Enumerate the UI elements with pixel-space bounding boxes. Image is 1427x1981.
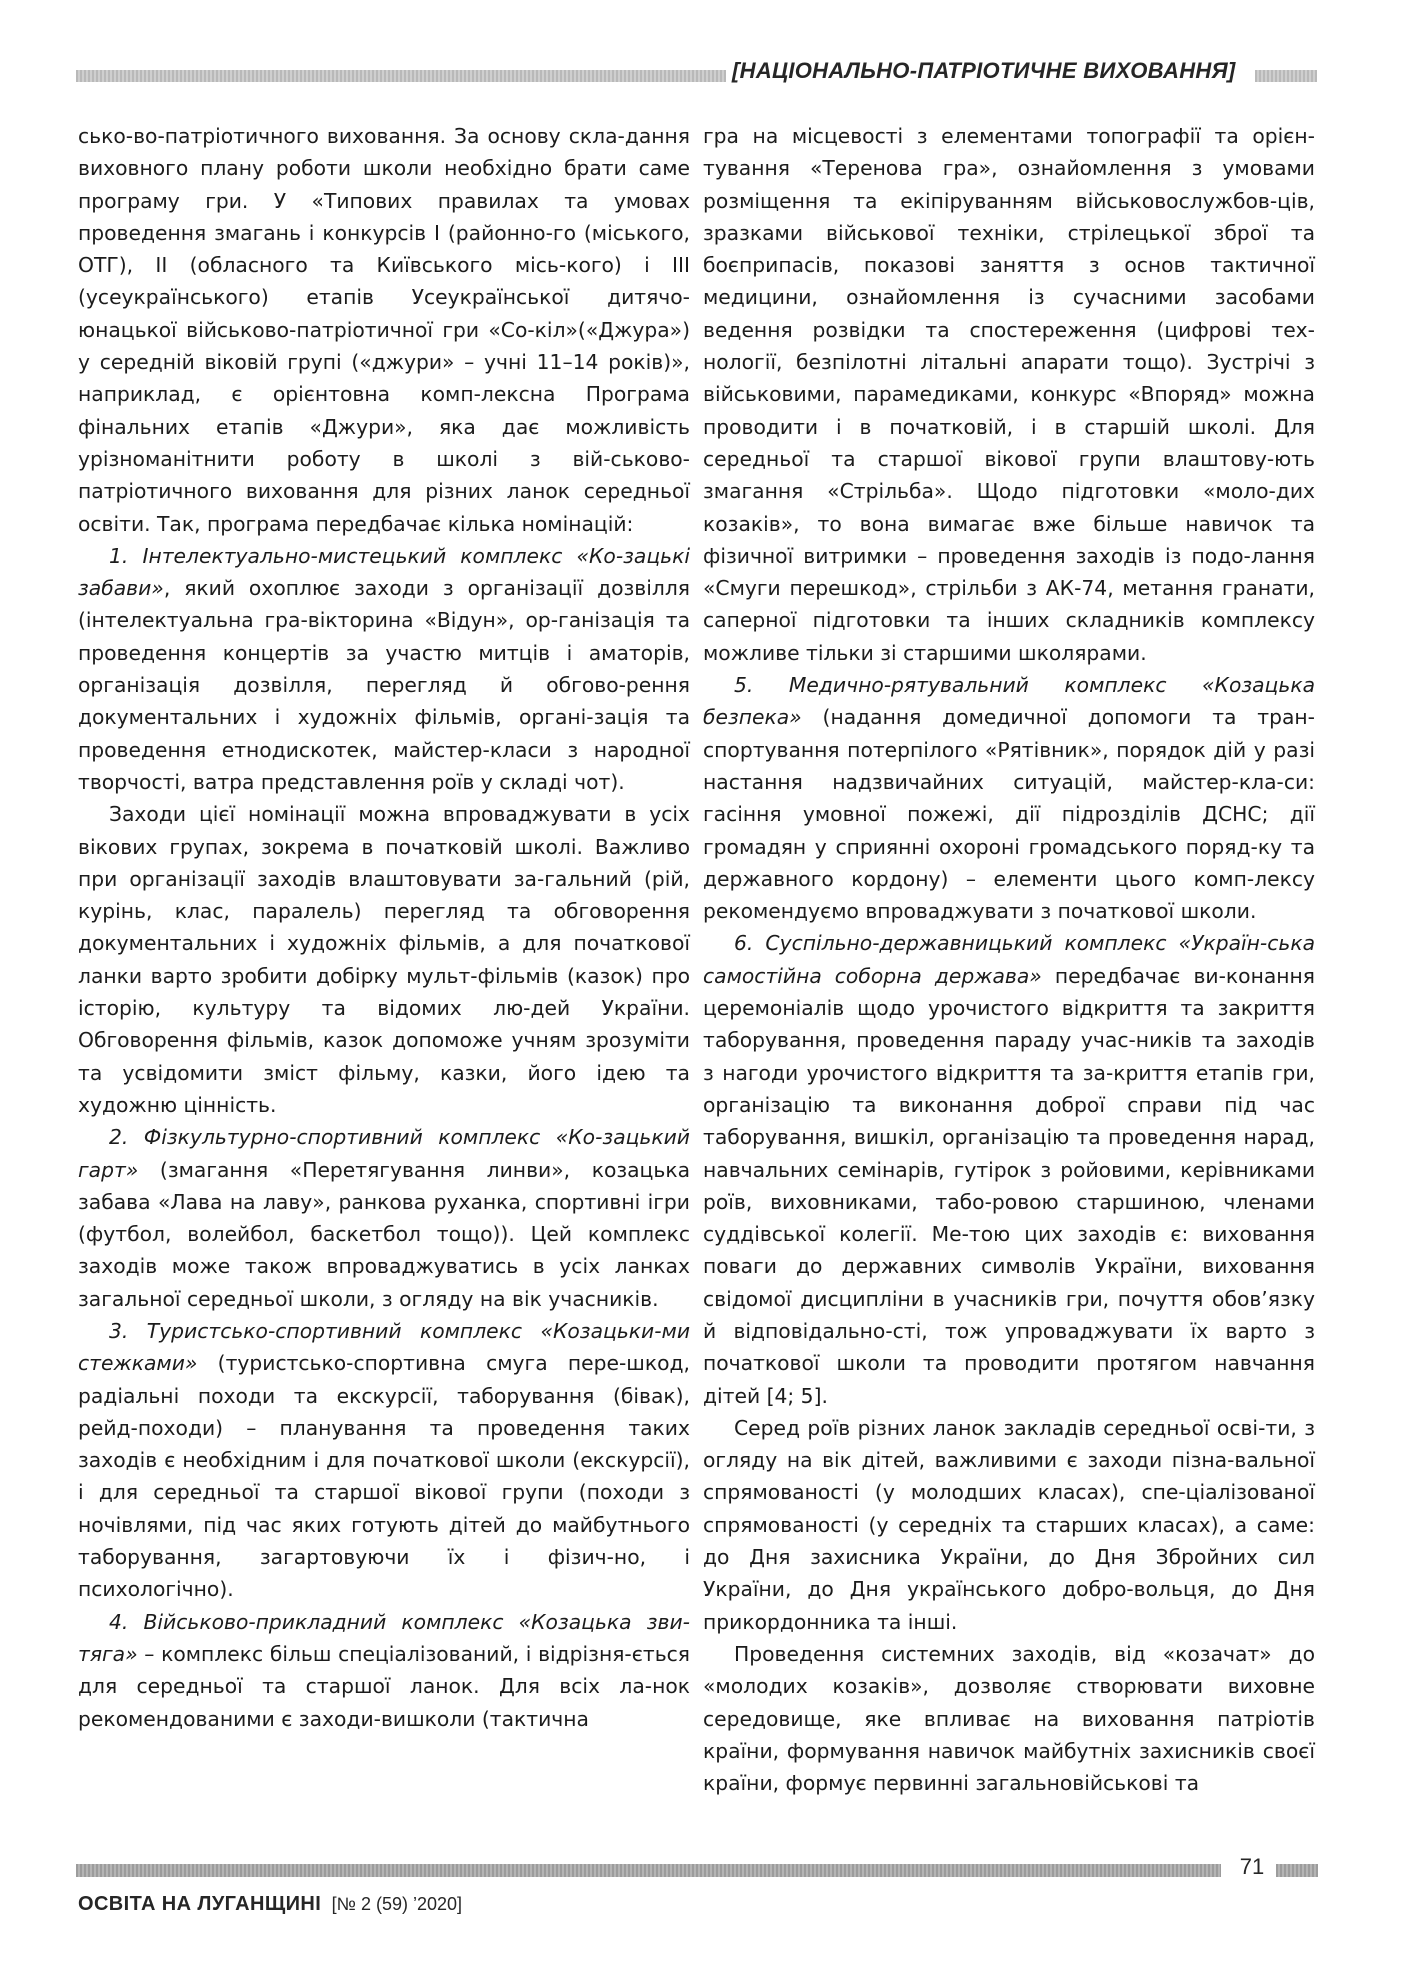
paragraph [78, 1315, 690, 1606]
paragraph [703, 1412, 1315, 1638]
paragraph-text: Заходи цієї номінації можна впроваджувати в усіх вікових групах, зокрема в початковій школі. Важливо при організації заходів влаштовувати за-гальний (рій, курінь, клас, паралель) перегляд та обговорення документальних і художніх фільмів, а для початкової ланки варто зробити добірку мульт-фільмів (казок) про історію, культуру та відомих лю-дей України. Обговорення фільмів, казок допоможе учням зрозуміти та усвідомити зміст фільму, казки, його ідею та художню цінність. [78, 802, 690, 1117]
paragraph [703, 927, 1315, 1411]
paragraph [78, 120, 690, 540]
paragraph-text: сько-во-патріотичного виховання. За основу скла-дання виховного плану роботи школи необхідно брати саме програму гри. У «Типових правилах та умовах проведення змагань і конкурсів І (районно-го (міського, ОТГ), ІІ (обласного та Київського місь-кого) і ІІІ (усеукраїнського) етапів Усеукраїнської дитячо-юнацької військово-патріотичної гри «Со-кіл»(«Джура») у середній віковій групі («джури» – учні 11–14 років)», наприклад, є орієнтовна комп-лексна Програма фінальних етапів «Джури», яка дає можливість урізноманітнити роботу в школі з вій-ськово-патріотичного виховання для різних ланок середньої освіти. Так, програма передбачає кілька номінацій: [78, 124, 690, 536]
paragraph-text: Серед роїв різних ланок закладів середньої осві-ти, з огляду на вік дітей, важливими є заходи пізна-вальної спрямованості (у молодших класах), спе-ціалізованої спрямованості (у середніх та старших класах), а саме: до Дня захисника України, до Дня Збройних сил України, до Дня українського добро-вольця, до Дня прикордонника та інші. [703, 1415, 1315, 1634]
paragraph-text: , який охоплює заходи з організації дозвілля (інтелектуальна гра-вікторина «Відун», ор-ганізація та проведення концертів за участю митців і аматорів, організація дозвілля, перегляд й обгово-рення документальних і художніх фільмів, органі-зація та проведення етнодискотек, майстер-класи з народної творчості, ватра представлення роїв у складі чот). [78, 576, 690, 794]
journal-issue: [№ 2 (59) ’2020] [331, 1894, 463, 1914]
section-title: [НАЦІОНАЛЬНО-ПАТРІОТИЧНЕ ВИХОВАННЯ] [732, 58, 1236, 83]
footer-rule [76, 1864, 1221, 1877]
header-rule-end [1255, 70, 1317, 82]
left-text-column [78, 120, 690, 1735]
footer-rule-end [1276, 1864, 1318, 1877]
paragraph [78, 798, 690, 1121]
section-heading-italic: 1. Інтелектуально-мистецький комплекс «Ко-зацькі забави» [78, 543, 690, 601]
paragraph-text: (змагання «Перетягування линви», козацька забава «Лава на лаву», ранкова руханка, спортивні ігри (футбол, волейбол, баскетбол тощо)). Цей комплекс заходів може також впроваджуватись в усіх ланках загальної середньої школи, з огляду на вік учасників. [78, 1157, 690, 1311]
section-heading-italic: 4. Військово-прикладний комплекс «Козацька зви-тяга» [78, 1609, 690, 1666]
paragraph [78, 1606, 690, 1735]
paragraph-text: Проведення системних заходів, від «козачат» до «молодих козаків», дозволяє створювати виховне середовище, яке впливає на виховання патріотів країни, формування навичок майбутніх захисників своєї країни, формує первинні загальновійськові та [703, 1641, 1315, 1796]
paragraph-text: (надання домедичної допомоги та тран-спортування потерпілого «Рятівник», порядок дій у разі настання надзвичайних ситуацій, майстер-кла-си: гасіння умовної пожежі, дії підрозділів ДСНС; дії громадян у сприянні охороні громадського поряд-ку та державного кордону) – елементи цього комп-лексу рекомендуємо впроваджувати з початкової школи. [703, 705, 1315, 924]
right-text-column [703, 120, 1315, 1799]
header-rule [76, 70, 726, 82]
paragraph [703, 1638, 1315, 1799]
section-heading-italic: 3. Туристсько-спортивний комплекс «Козацьки-ми стежками» [78, 1318, 690, 1376]
paragraph [703, 120, 1315, 669]
paragraph [78, 540, 690, 798]
paragraph [78, 1121, 690, 1315]
section-heading-italic: 5. Медично-рятувальний комплекс «Козацька безпека» [703, 673, 1315, 730]
section-heading-italic: 6. Суспільно-державницький комплекс «Україн-ська самостійна соборна держава» [703, 931, 1315, 988]
section-heading-italic: 2. Фізкультурно-спортивний комплекс «Ко-зацький гарт» [78, 1125, 690, 1182]
paragraph-text: передбачає ви-конання церемоніалів щодо урочистого відкриття та закриття таборування, проведення параду учас-ників та заходів з нагоди урочистого відкриття та за-криття етапів гри, організацію та виконання доброї справи під час таборування, вишкіл, організацію та проведення нарад, навчальних семінарів, гутірок з ройовими, керівниками роїв, виховниками, табо-ровою старшиною, членами суддівської колегії. Ме-тою цих заходів є: виховання поваги до державних символів України, виховання свідомої дисципліни в учасників гри, почуття обов’язку й відповідально-сті, тож упроваджувати їх варто з початкової школи та проводити протягом навчання дітей [4; 5]. [703, 963, 1315, 1408]
paragraph-text: (туристсько-спортивна смуга пере-шкод, радіальні походи та екскурсії, таборування (бівак), рейд-походи) – планування та проведення таких заходів є необхідним і для початкової школи (екскурсії), і для середньої та старшої вікової групи (походи з ночівлями, під час яких готують дітей до майбутнього таборування, загартовуючи їх і фізич-но, і психологічно). [78, 1351, 690, 1602]
journal-footer [78, 1893, 462, 1916]
page-number: 71 [1239, 1854, 1265, 1879]
paragraph [703, 669, 1315, 927]
journal-name: ОСВІТА НА ЛУГАНЩИНІ [78, 1893, 322, 1915]
paragraph-text: гра на місцевості з елементами топографії та орієн-тування «Теренова гра», ознайомлення з умовами розміщення та екіпіруванням військовослужбов-ців, зразками військової техніки, стрілецької зброї та боєприпасів, показові заняття з основ тактичної медицини, ознайомлення із сучасними засобами ведення розвідки та спостереження (цифрові тех-нології, безпілотні літальні апарати тощо). Зустрічі з військовими, парамедиками, конкурс «Впоряд» можна проводити і в початковій, і в старшій школі. Для середньої та старшої вікової групи влаштову-ють змагання «Стрільба». Щодо підготовки «моло-дих козаків», то вона вимагає вже більше навичок та фізичної витримки – проведення заходів із подо-лання «Смуги перешкод», стрільби з АК-74, метання гранати, саперної підготовки та інших складників комплексу можливе тільки зі старшими школярами. [703, 124, 1315, 665]
paragraph-text: – комплекс більш спеціалізований, і відрізня-ється для середньої та старшої ланок. Для всіх ла-нок рекомендованими є заходи-вишколи (тактична [78, 1641, 690, 1731]
